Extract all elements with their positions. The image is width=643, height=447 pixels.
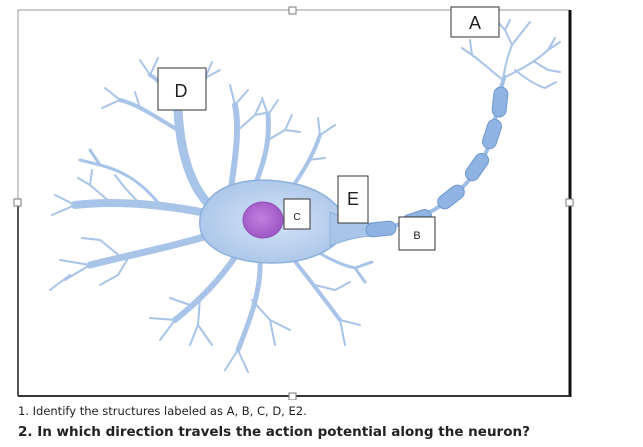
handle-bottom: [289, 393, 296, 400]
label-E: [338, 176, 368, 223]
label-D: [158, 68, 206, 110]
nucleus: [243, 202, 283, 238]
label-A: [451, 7, 499, 37]
handle-left: [14, 199, 21, 206]
question-2: 2. In which direction travels the action potential along the neuron?: [18, 424, 530, 440]
handle-top: [289, 7, 296, 14]
label-C-text: C: [293, 212, 301, 223]
label-C: [284, 199, 310, 229]
label-A-text: A: [468, 13, 482, 33]
question-1: 1. Identify the structures labeled as A, B, C, D, E2.: [18, 404, 307, 418]
label-E-text: E: [346, 189, 360, 209]
label-B-text: B: [413, 230, 421, 242]
label-D-text: D: [174, 81, 188, 101]
label-B: [399, 217, 435, 250]
handle-right: [566, 199, 573, 206]
